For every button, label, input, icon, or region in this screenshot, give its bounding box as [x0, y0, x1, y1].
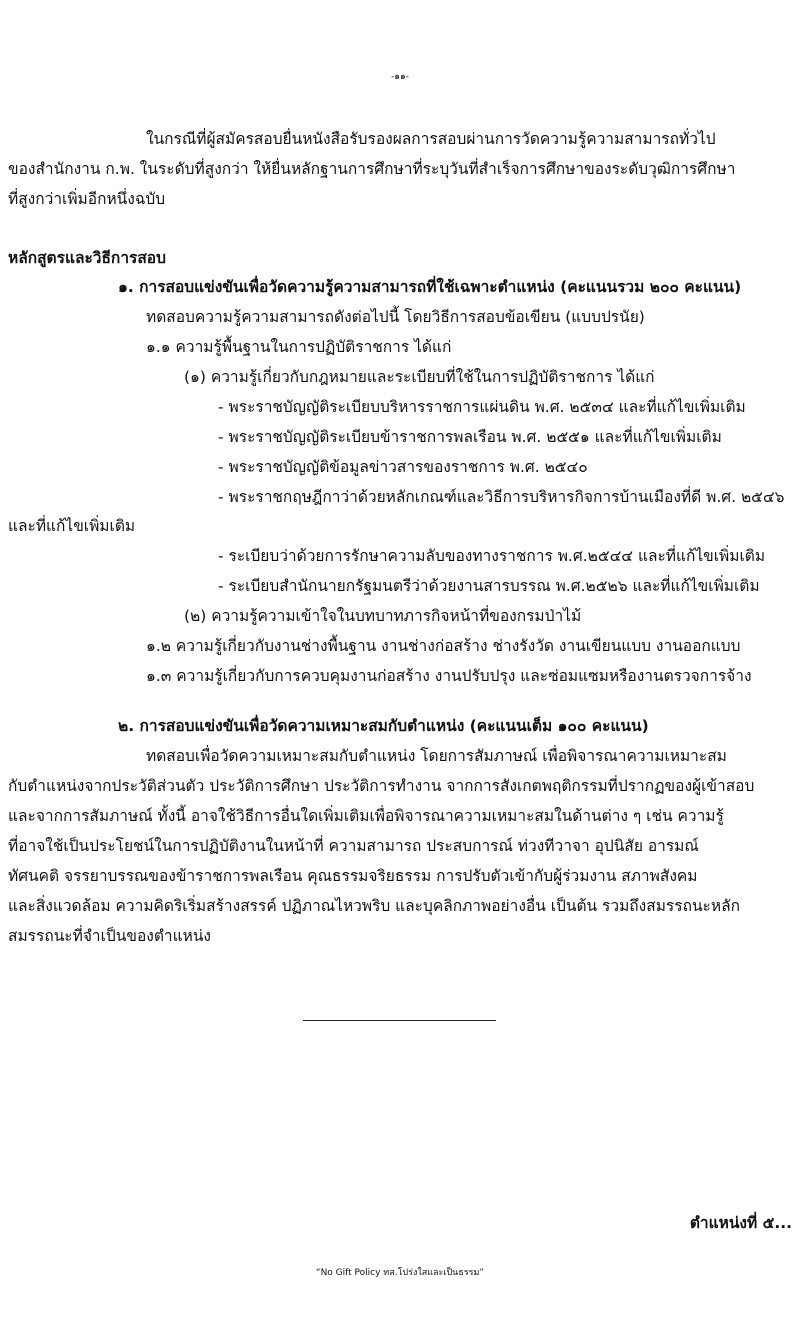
subsection-1-1: ๑.๑ ความรู้พื้นฐานในการปฏิบัติราชการ ได้แก่	[146, 338, 452, 356]
part1-heading: ๑. การสอบแข่งขันเพื่อวัดความรู้ความสามารถที่ใช้เฉพาะตำแหน่ง (คะแนนรวม ๒๐๐ คะแนน)	[118, 278, 742, 296]
part2-line: และจากการสัมภาษณ์ ทั้งนี้ อาจใช้วิธีการอื่นใดเพิ่มเติมเพื่อพิจารณาความเหมาะสมในด้านต่าง ๆ เช่น ความรู้	[8, 807, 724, 825]
subsection-1-3: ๑.๓ ความรู้เกี่ยวกับการควบคุมงานก่อสร้าง งานปรับปรุง และซ่อมแซมหรืองานตรวจการจ้าง	[146, 667, 752, 685]
law-item-continuation: และที่แก้ไขเพิ่มเติม	[8, 517, 136, 535]
subsection-1-2: ๑.๒ ความรู้เกี่ยวกับงานช่างพื้นฐาน งานช่างก่อสร้าง ช่างรังวัด งานเขียนแบบ งานออกแบบ	[146, 637, 741, 655]
law-item: - พระราชบัญญัติระเบียบบริหารราชการแผ่นดิน พ.ศ. ๒๕๓๔ และที่แก้ไขเพิ่มเติม	[218, 398, 746, 416]
part2-heading: ๒. การสอบแข่งขันเพื่อวัดความเหมาะสมกับตำแหน่ง (คะแนนเต็ม ๑๐๐ คะแนน)	[118, 717, 649, 735]
intro-line-2: ของสำนักงาน ก.พ. ในระดับที่สูงกว่า ให้ยื่นหลักฐานการศึกษาที่ระบุวันที่สำเร็จการศึกษาของระดับวุฒิการศึกษา	[8, 160, 736, 178]
law-item: - ระเบียบสำนักนายกรัฐมนตรีว่าด้วยงานสารบรรณ พ.ศ.๒๕๒๖ และที่แก้ไขเพิ่มเติม	[218, 577, 760, 595]
law-item: - ระเบียบว่าด้วยการรักษาความลับของทางราชการ พ.ศ.๒๕๔๔ และที่แก้ไขเพิ่มเติม	[218, 547, 766, 565]
section-heading: หลักสูตรและวิธีการสอบ	[8, 249, 166, 267]
part2-line: ทดสอบเพื่อวัดความเหมาะสมกับตำแหน่ง โดยการสัมภาษณ์ เพื่อพิจารณาความเหมาะสม	[146, 747, 727, 765]
item-1: (๑) ความรู้เกี่ยวกับกฎหมายและระเบียบที่ใช้ในการปฏิบัติราชการ ได้แก่	[184, 368, 655, 386]
part2-line: ที่อาจใช้เป็นประโยชน์ในการปฏิบัติงานในหน้าที่ ความสามารถ ประสบการณ์ ท่วงทีวาจา อุปนิสัย อารมณ์	[8, 837, 699, 855]
page-number: -๑๑-	[391, 72, 409, 82]
part1-description: ทดสอบความรู้ความสามารถดังต่อไปนี้ โดยวิธีการสอบข้อเขียน (แบบปรนัย)	[146, 308, 645, 326]
continuation-marker: ตำแหน่งที่ ๕...	[689, 1214, 792, 1232]
law-item: - พระราชกฤษฎีกาว่าด้วยหลักเกณฑ์และวิธีการบริหารกิจการบ้านเมืองที่ดี พ.ศ. ๒๕๔๖	[218, 488, 785, 506]
law-item: - พระราชบัญญัติระเบียบข้าราชการพลเรือน พ.ศ. ๒๕๕๑ และที่แก้ไขเพิ่มเติม	[218, 428, 722, 446]
law-item: - พระราชบัญญัติข้อมูลข่าวสารของราชการ พ.ศ. ๒๕๔๐	[218, 458, 588, 476]
intro-line-1: ในกรณีที่ผู้สมัครสอบยื่นหนังสือรับรองผลการสอบผ่านการวัดความรู้ความสามารถทั่วไป	[146, 130, 716, 148]
item-2: (๒) ความรู้ความเข้าใจในบทบาทภารกิจหน้าที่ของกรมป่าไม้	[184, 607, 582, 625]
part2-line: ทัศนคติ จรรยาบรรณของข้าราชการพลเรือน คุณธรรมจริยธรรม การปรับตัวเข้ากับผู้ร่วมงาน สภาพสังคม	[8, 867, 698, 885]
footer-slogan: “No Gift Policy ทส.โปร่งใสและเป็นธรรม”	[315, 1268, 485, 1278]
part2-line: และสิ่งแวดล้อม ความคิดริเริ่มสร้างสรรค์ ปฏิภาณไหวพริบ และบุคลิกภาพอย่างอื่น เป็นต้น รวมถึงสมรรถนะหลัก	[8, 897, 740, 915]
section-divider	[303, 1020, 496, 1021]
intro-line-3: ที่สูงกว่าเพิ่มอีกหนึ่งฉบับ	[8, 190, 166, 208]
part2-line: สมรรถนะที่จำเป็นของตำแหน่ง	[8, 927, 211, 945]
part2-line: กับตำแหน่งจากประวัติส่วนตัว ประวัติการศึกษา ประวัติการทำงาน จากการสังเกตพฤติกรรมที่ปรากฏของผู้เข้าสอบ	[8, 777, 755, 795]
